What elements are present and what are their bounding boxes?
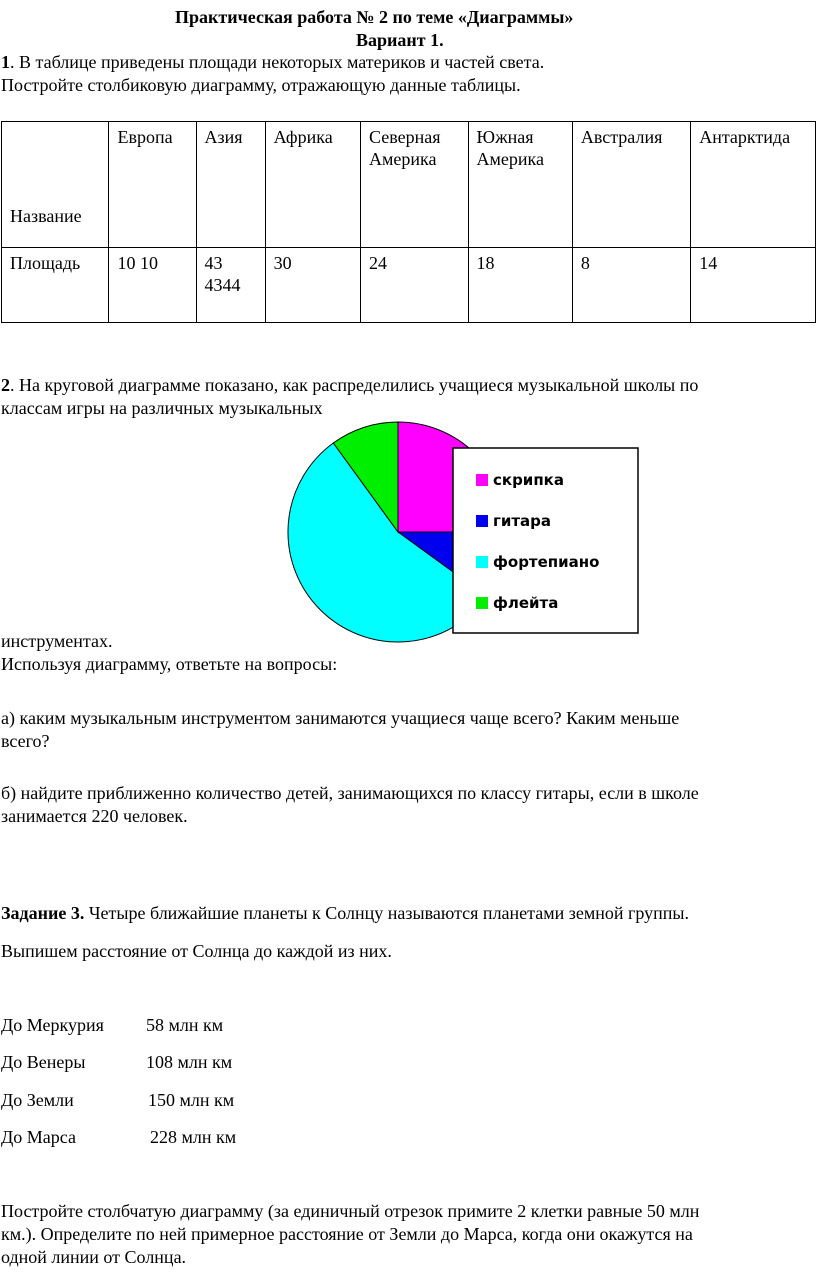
- planet-name: До Земли: [1, 1090, 74, 1110]
- areas-table: [1, 121, 816, 323]
- planet-distance: 108 млн км: [146, 1052, 233, 1072]
- table-value-cell: 24: [361, 248, 468, 323]
- legend-label: фортепиано: [493, 553, 600, 571]
- legend-swatch: [476, 515, 488, 527]
- task3-line2: Выпишем расстояние от Солнца до каждой из них.: [1, 941, 392, 961]
- legend-swatch: [476, 556, 488, 568]
- legend-swatch: [476, 474, 488, 486]
- planet-distance: 150 млн км: [148, 1090, 235, 1110]
- task3-line1: Задание 3. Четыре ближайшие планеты к Солнцу называются планетами земной группы.: [1, 903, 690, 923]
- legend-label: флейта: [493, 594, 559, 612]
- legend-label: гитара: [493, 512, 552, 530]
- task2-line2: классам игры на различных музыкальных: [1, 398, 323, 418]
- task2-line4: Используя диаграмму, ответьте на вопросы:: [1, 654, 338, 674]
- table-header-cell: Северная Америка: [361, 122, 468, 248]
- planet-name: До Марса: [1, 1127, 76, 1147]
- planet-distance: 58 млн км: [146, 1015, 224, 1035]
- planet-name: До Венеры: [1, 1052, 86, 1072]
- table-header-cell: Южная Америка: [468, 122, 572, 248]
- question-a-line1: а) каким музыкальным инструментом занимаются учащиеся чаще всего? Каким меньше: [1, 708, 680, 728]
- legend-label: скрипка: [493, 471, 564, 489]
- table-value-cell: 43 4344: [196, 248, 265, 323]
- planet-name: До Меркурия: [1, 1015, 104, 1035]
- table-header-cell: Европа: [109, 122, 196, 248]
- question-a-line2: всего?: [1, 731, 50, 751]
- task3-instruction-line2: км.). Определите по ней примерное расстояние от Земли до Марса, когда они окажутся на: [1, 1224, 693, 1244]
- legend-swatch: [476, 597, 488, 609]
- task2-number: 2: [1, 375, 10, 395]
- table-value-cell: 14: [691, 248, 816, 323]
- table-value-cell: 18: [468, 248, 572, 323]
- planet-distance: 228 млн км: [150, 1127, 237, 1147]
- task2-line3: инструментах.: [1, 631, 113, 651]
- row-label-name: Название: [2, 122, 109, 248]
- table-value-cell: 30: [265, 248, 360, 323]
- table-row-areas: [2, 248, 816, 323]
- table-value-cell: 10 10: [109, 248, 196, 323]
- question-b-line1: б) найдите приближенно количество детей, занимающихся по классу гитары, если в школе: [1, 783, 699, 803]
- table-header-cell: Азия: [196, 122, 265, 248]
- table-row-names: [2, 122, 816, 248]
- table-header-cell: Австралия: [572, 122, 690, 248]
- task1-line1: 1. В таблице приведены площади некоторых материков и частей света.: [1, 52, 545, 72]
- task3-instruction-line1: Постройте столбчатую диаграмму (за единичный отрезок примите 2 клетки равные 50 млн: [1, 1201, 700, 1221]
- page-title: Практическая работа № 2 по теме «Диаграммы»: [175, 7, 574, 27]
- task1-line2: Постройте столбиковую диаграмму, отражающую данные таблицы.: [1, 75, 521, 95]
- task2-line1: 2. На круговой диаграмме показано, как распределились учащиеся музыкальной школы по: [1, 375, 699, 395]
- pie-chart: [280, 420, 644, 646]
- row-label-area: Площадь: [2, 248, 109, 323]
- table-header-cell: Африка: [265, 122, 360, 248]
- variant-label: Вариант 1.: [356, 30, 444, 50]
- task3-label: Задание 3.: [1, 903, 85, 923]
- question-b-line2: занимается 220 человек.: [1, 806, 188, 826]
- task1-number: 1: [1, 52, 10, 72]
- table-header-cell: Антарктида: [691, 122, 816, 248]
- table-value-cell: 8: [572, 248, 690, 323]
- task3-instruction-line3: одной линии от Солнца.: [1, 1247, 187, 1267]
